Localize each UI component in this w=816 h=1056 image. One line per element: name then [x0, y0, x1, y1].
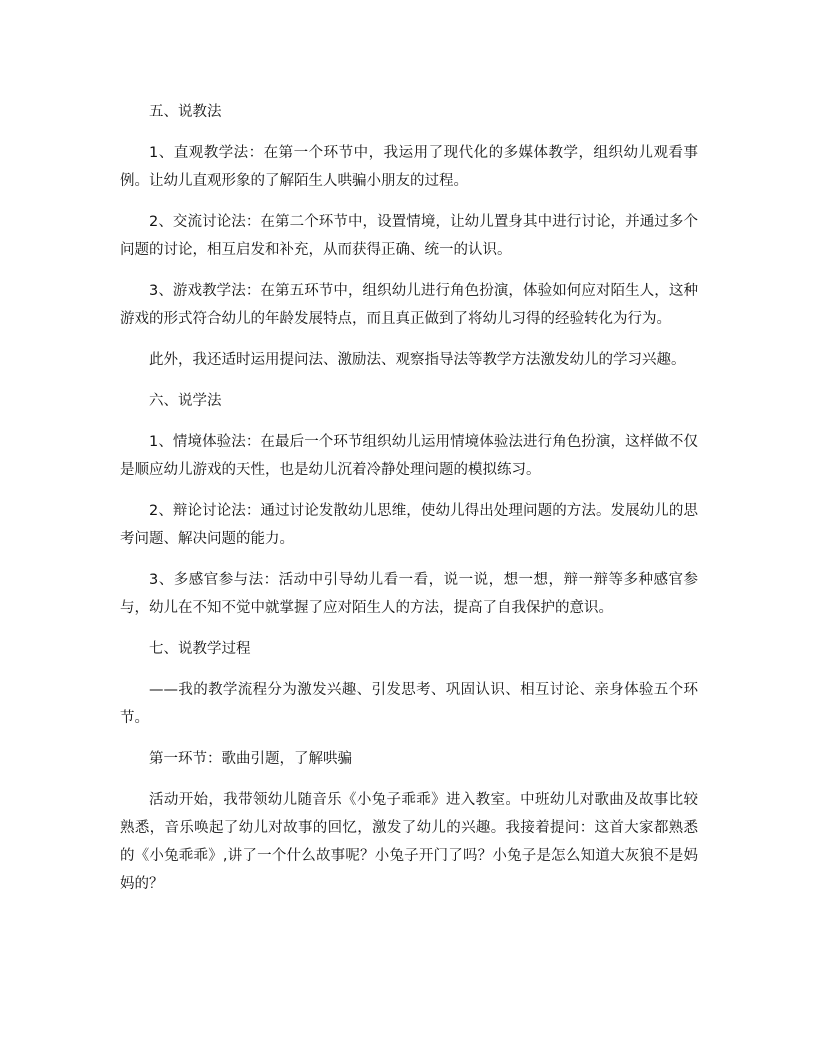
section-heading-teaching-methods: 五、说教法 [149, 104, 222, 120]
document-body [120, 98, 698, 911]
paragraph-situational-experience: 1、情境体验法：在最后一个环节组织幼儿运用情境体验法进行角色扮演，这样做不仅是顺应幼儿游戏的天性，也是幼儿沉着冷静处理问题的模拟练习。 [120, 434, 698, 478]
paragraph-step-one-title: 第一环节：歌曲引题，了解哄骗 [149, 751, 352, 767]
paragraph-multi-sensory: 3、多感官参与法：活动中引导幼儿看一看，说一说，想一想，辩一辩等多种感官参与，幼儿在不知不觉中就掌握了应对陌生人的方法，提高了自我保护的意识。 [120, 572, 698, 616]
paragraph-game-teaching: 3、游戏教学法：在第五环节中，组织幼儿进行角色扮演，体验如何应对陌生人，这种游戏的形式符合幼儿的年龄发展特点，而且真正做到了将幼儿习得的经验转化为行为。 [120, 283, 698, 327]
paragraph-intuitive-teaching: 1、直观教学法：在第一个环节中，我运用了现代化的多媒体教学，组织幼儿观看事例。让幼儿直观形象的了解陌生人哄骗小朋友的过程。 [120, 145, 698, 189]
paragraph-other-methods: 此外，我还适时运用提问法、激励法、观察指导法等教学方法激发幼儿的学习兴趣。 [149, 352, 686, 368]
paragraph-debate-discussion: 2、辩论讨论法：通过讨论发散幼儿思维，使幼儿得出处理问题的方法。发展幼儿的思考问题、解决问题的能力。 [120, 503, 698, 547]
section-heading-teaching-process: 七、说教学过程 [149, 641, 251, 657]
paragraph-discussion-method: 2、交流讨论法：在第二个环节中，设置情境，让幼儿置身其中进行讨论，并通过多个问题的讨论，相互启发和补充，从而获得正确、统一的认识。 [120, 214, 698, 258]
section-heading-learning-methods: 六、说学法 [149, 393, 222, 409]
paragraph-process-intro: ——我的教学流程分为激发兴趣、引发思考、巩固认识、相互讨论、亲身体验五个环节。 [120, 682, 698, 726]
paragraph-step-one-body: 活动开始，我带领幼儿随音乐《小兔子乖乖》进入教室。中班幼儿对歌曲及故事比较熟悉，音乐唤起了幼儿对故事的回忆，激发了幼儿的兴趣。我接着提问：这首大家都熟悉的《小兔乖乖》,讲了一个什么故事呢？小兔子开门了吗？小兔子是怎么知道大灰狼不是妈妈的？ [120, 792, 698, 892]
